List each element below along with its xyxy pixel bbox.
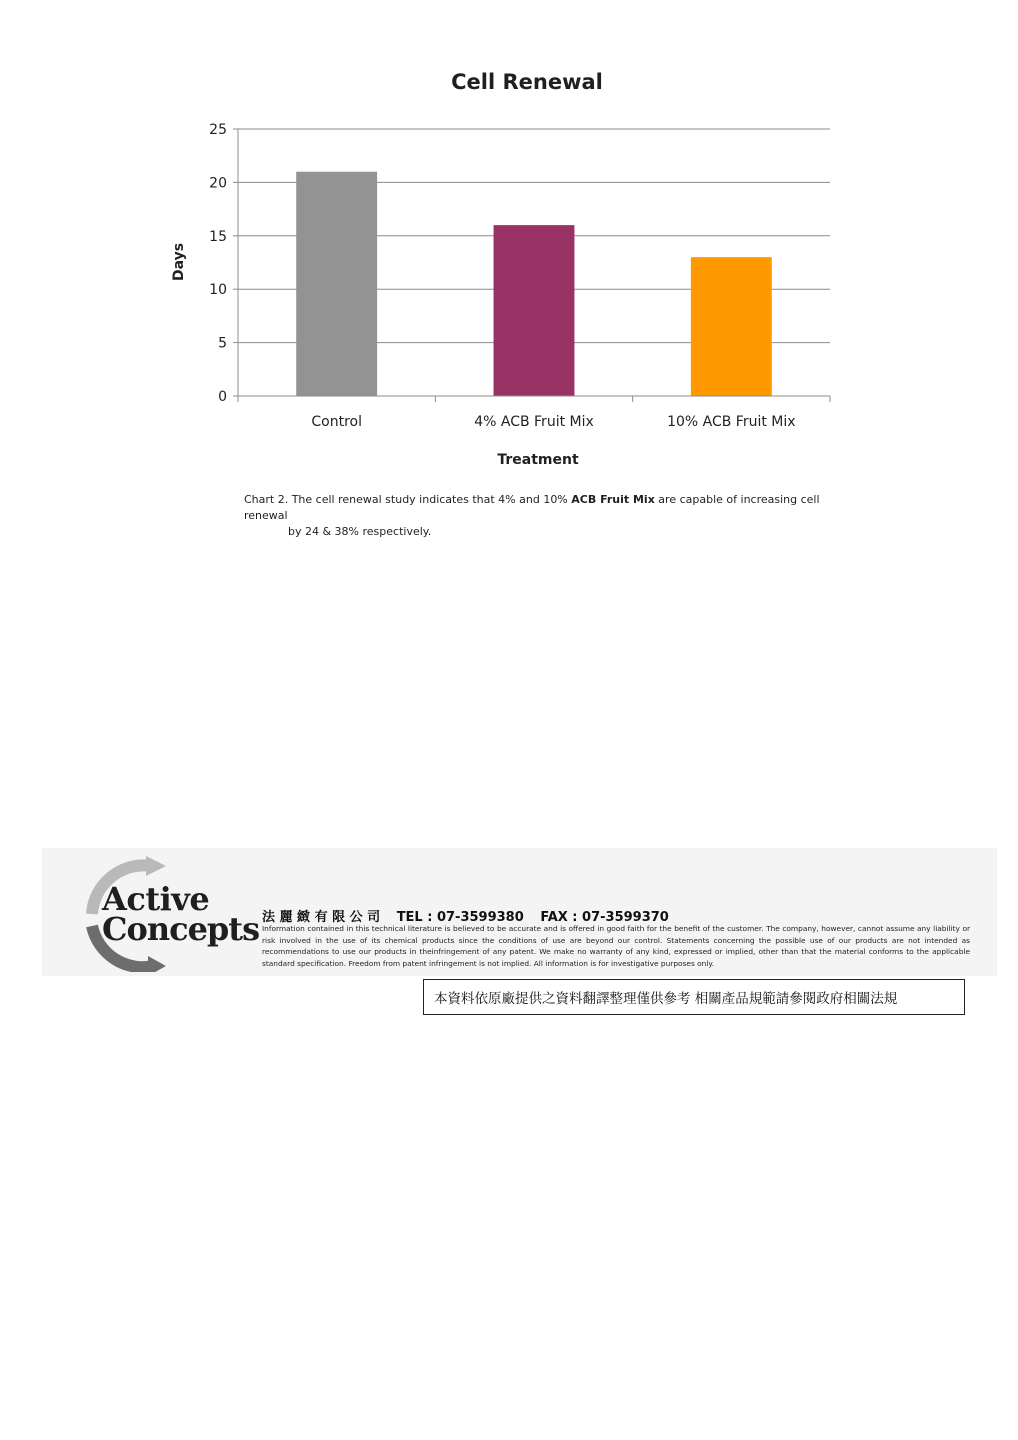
bar-2	[691, 257, 772, 396]
logo-line2: Concepts	[102, 910, 260, 948]
translation-notice	[423, 979, 965, 1015]
x-tick-label: 4% ACB Fruit Mix	[474, 414, 594, 430]
y-tick-label: 10	[209, 282, 227, 299]
bar-1	[494, 225, 575, 396]
phone-number: TEL : 07-3599380	[396, 910, 524, 925]
disclaimer-text: Information contained in this technical literature is believed to be accurate and is offered in good faith for the benefit of the customer. The company, however, cannot assume any liability or risk involved in the use of its chemical products since the conditions of use are beyond our control. Statements concerning the possible use of our products are not intended as recommendations to use our products in theinfringement of any patent. We make no warranty of any kind, expressed or implied, other than that the material conforms to the applicable standard specification. Freedom from patent infringement is not implied. All information is for investigative purposes only.	[262, 924, 970, 968]
y-axis-title: Days	[171, 242, 187, 282]
y-tick-label: 20	[209, 175, 227, 192]
x-tick-label: 10% ACB Fruit Mix	[667, 414, 796, 430]
notice-text: 本資料依原廠提供之資料翻譯整理僅供參考 相關產品規範請參閱政府相關法規	[434, 991, 898, 1007]
active-concepts-logo	[62, 854, 260, 972]
caption-bold: ACB Fruit Mix	[571, 493, 655, 506]
chart-caption	[244, 492, 844, 540]
company-name: 法 麗 緻 有 限 公 司	[262, 910, 381, 925]
chart-title: Cell Renewal	[451, 70, 603, 94]
y-tick-label: 5	[218, 335, 227, 352]
caption-prefix: Chart 2. The cell renewal study indicates that 4% and 10%	[244, 493, 572, 506]
y-tick-label: 15	[209, 228, 227, 245]
fax-number: FAX : 07-3599370	[540, 910, 669, 925]
bars	[296, 172, 772, 396]
bar-chart	[0, 0, 1018, 480]
footer-band	[42, 848, 997, 976]
y-tick-label: 0	[218, 389, 227, 405]
y-tick-label: 25	[209, 122, 227, 138]
x-tick-label: Control	[311, 414, 362, 430]
caption-line2: by 24 & 38% respectively.	[288, 525, 432, 538]
caption-suffix: are capable of increasing cell renewal	[244, 493, 820, 522]
x-axis-title: Treatment	[497, 452, 579, 468]
logo-line1: Active	[102, 880, 210, 918]
bar-0	[296, 172, 377, 396]
